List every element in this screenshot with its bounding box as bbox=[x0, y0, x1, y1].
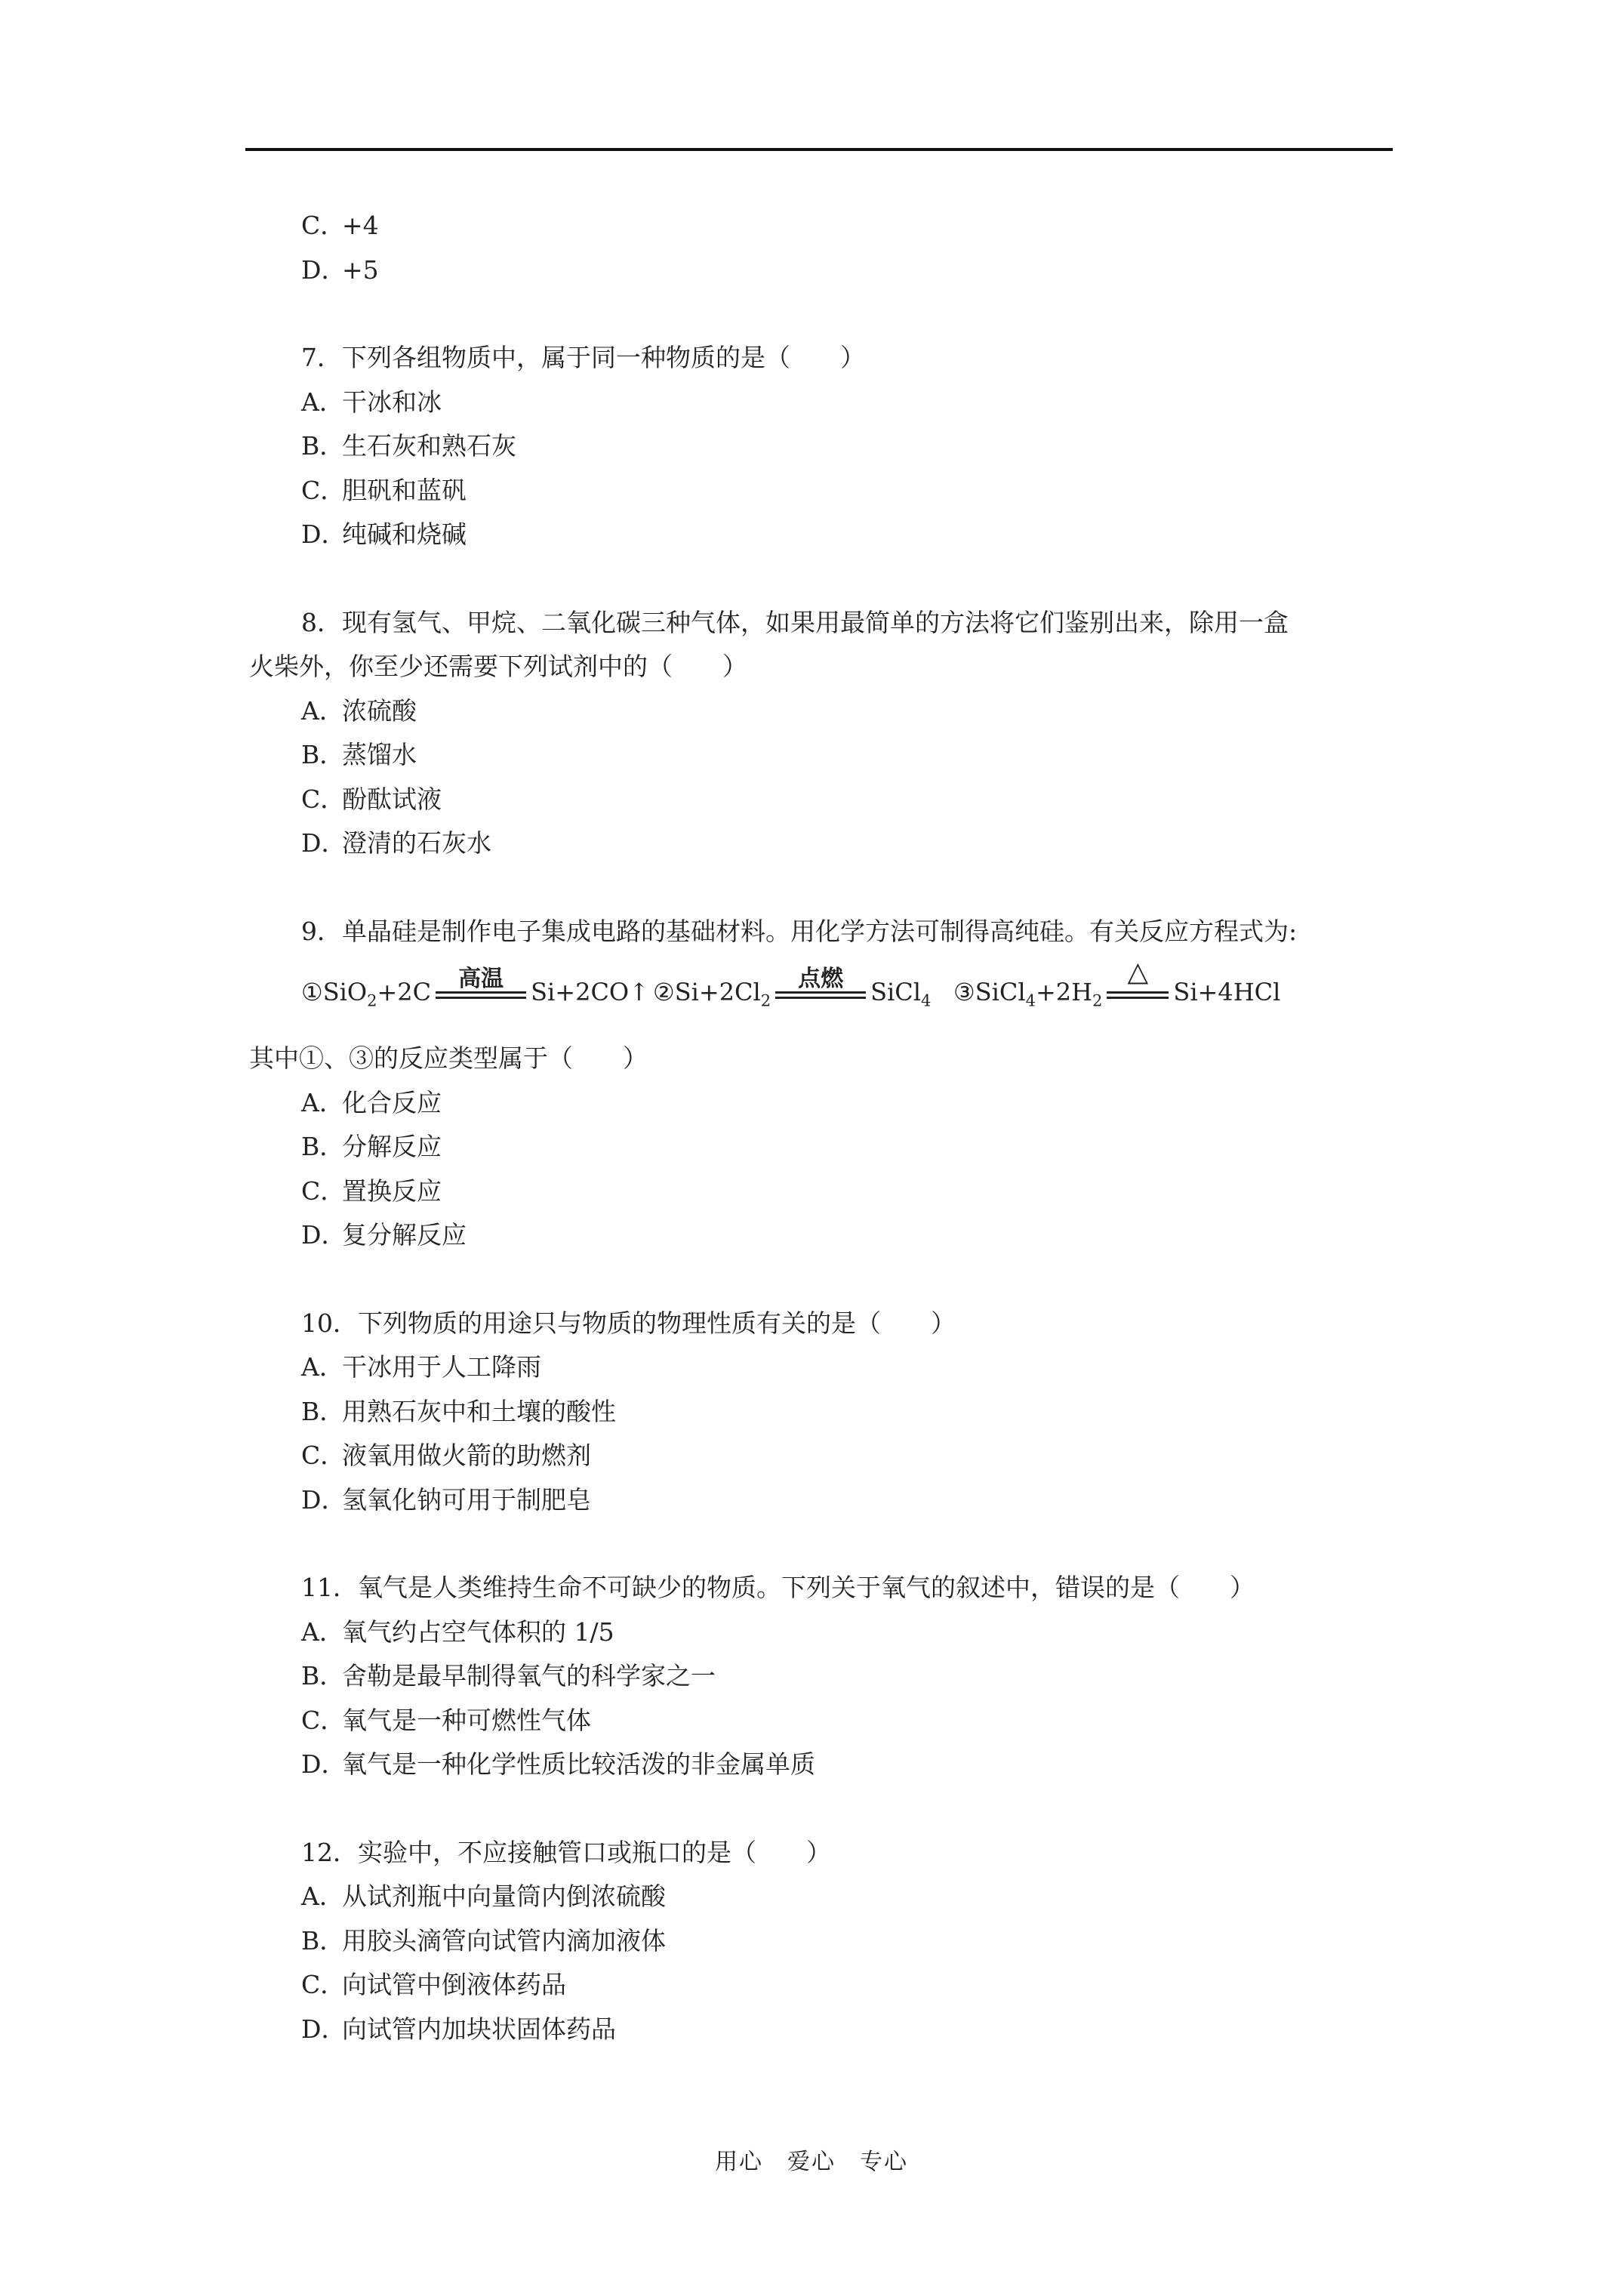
q8-stem-line1: 8．现有氢气、甲烷、二氧化碳三种气体，如果用最简单的方法将它们鉴别出来，除用一盒 bbox=[301, 607, 1289, 637]
q9-option-a: A．化合反应 bbox=[301, 1087, 442, 1117]
equation-2: $②Si+2Cl_2$ 点燃 SiCl$_4$ bbox=[653, 965, 932, 1010]
condition-heat-icon: △ bbox=[1107, 979, 1169, 1009]
q11-stem: 11．氧气是人类维持生命不可缺少的物质。下列关于氧气的叙述中，错误的是（ ） bbox=[301, 1573, 1255, 1602]
q6-option-d: D．+5 bbox=[301, 254, 379, 285]
q6-option-c: C．+4 bbox=[301, 211, 379, 240]
q11-option-d: D．氧气是一种化学性质比较活泼的非金属单质 bbox=[301, 1749, 815, 1779]
q7-stem: 7．下列各组物质中，属于同一种物质的是（ ） bbox=[301, 343, 865, 372]
q8-stem-line2: 火柴外，你至少还需要下列试剂中的（ ） bbox=[249, 652, 747, 681]
condition-high-temp: 高温 bbox=[436, 979, 526, 1009]
page-footer: 用心 爱心 专心 bbox=[715, 2149, 908, 2175]
q8-option-b: B．蒸馏水 bbox=[301, 740, 417, 769]
q11-option-c: C．氧气是一种可燃性气体 bbox=[301, 1705, 591, 1735]
question-content bbox=[249, 204, 1389, 2051]
q12-option-d: D．向试管内加块状固体药品 bbox=[301, 2014, 616, 2044]
q9-option-d: D．复分解反应 bbox=[301, 1220, 467, 1250]
q9-stem: 9．单晶硅是制作电子集成电路的基础材料。用化学方法可制得高纯硅。有关反应方程式为: bbox=[301, 916, 1298, 946]
q7-option-a: A．干冰和冰 bbox=[301, 387, 442, 417]
q11-option-a: A．氧气约占空气体积的 1/5 bbox=[301, 1616, 614, 1647]
q10-option-d: D．氢氧化钠可用于制肥皂 bbox=[301, 1484, 591, 1515]
equation-1: ①SiO$_2$+2C 高温 Si+2CO↑ bbox=[301, 965, 649, 1010]
condition-ignite: 点燃 bbox=[775, 979, 866, 1009]
q7-option-d: D．纯碱和烧碱 bbox=[301, 519, 467, 549]
q10-stem: 10．下列物质的用途只与物质的物理性质有关的是（ ） bbox=[301, 1308, 956, 1338]
q9-equations bbox=[253, 954, 1389, 1037]
q10-option-a: A．干冰用于人工降雨 bbox=[301, 1352, 541, 1382]
header-rule bbox=[245, 148, 1393, 151]
q7-option-c: C．胆矾和蓝矾 bbox=[301, 475, 467, 505]
q12-option-a: A．从试剂瓶中向量筒内倒浓硫酸 bbox=[301, 1881, 666, 1911]
q12-option-c: C．向试管中倒液体药品 bbox=[301, 1970, 566, 1999]
q8-option-a: A．浓硫酸 bbox=[301, 695, 417, 726]
q8-option-c: C．酚酞试液 bbox=[301, 784, 442, 814]
q9-option-c: C．置换反应 bbox=[301, 1176, 442, 1206]
q8-option-d: D．澄清的石灰水 bbox=[301, 828, 491, 858]
q7-option-b: B．生石灰和熟石灰 bbox=[301, 431, 516, 461]
q10-option-b: B．用熟石灰中和土壤的酸性 bbox=[301, 1396, 616, 1426]
equation-3: $③SiCl_4+2H_2$ △ Si+4HCl bbox=[953, 956, 1281, 1010]
q11-option-b: B．舍勒是最早制得氧气的科学家之一 bbox=[301, 1661, 716, 1690]
q12-stem: 12．实验中，不应接触管口或瓶口的是（ ） bbox=[301, 1837, 831, 1867]
q12-option-b: B．用胶头滴管向试管内滴加液体 bbox=[301, 1925, 666, 1955]
q9-question: 其中①、③的反应类型属于（ ） bbox=[249, 1043, 648, 1073]
q10-option-c: C．液氧用做火箭的助燃剂 bbox=[301, 1441, 591, 1470]
q9-option-b: B．分解反应 bbox=[301, 1132, 442, 1161]
